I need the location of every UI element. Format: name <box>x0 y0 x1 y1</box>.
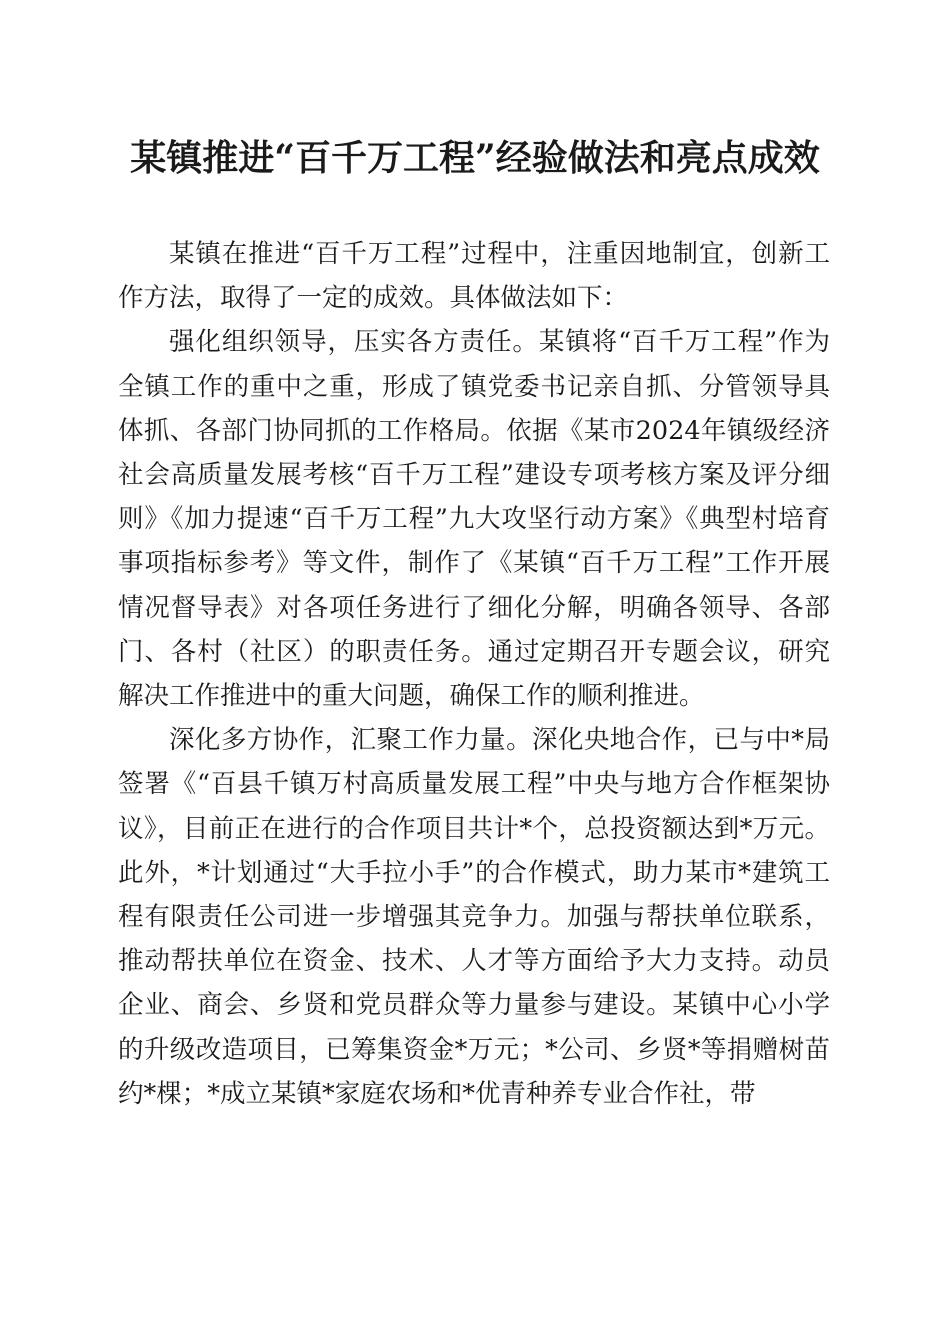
paragraph-multi-party-cooperation: 深化多方协作，汇聚工作力量。深化央地合作，已与中*局签署《“百县千镇万村高质量发展工程”中央与地方合作框架协议》，目前正在进行的合作项目共计*个，总投资额达到*万元。此外，*计划通过“大手拉小手”的合作模式，助力某市*建筑工程有限责任公司进一步增强其竞争力。加强与帮扶单位联系，推动帮扶单位在资金、技术、人才等方面给予大力支持。动员企业、商会、乡贤和党员群众等力量参与建设。某镇中心小学的升级改造项目，已筹集资金*万元；*公司、乡贤*等捐赠树苗约*棵；*成立某镇*家庭农场和*优青种养专业合作社，带 <box>118 725 830 1109</box>
document-title: 某镇推进“百千万工程”经验做法和亮点成效 <box>130 137 820 179</box>
paragraph-intro: 某镇在推进“百千万工程”过程中，注重因地制宜，创新工作方法，取得了一定的成效。具体做法如下： <box>118 239 830 314</box>
document-body <box>118 232 830 1116</box>
paragraph-organization-leadership: 强化组织领导，压实各方责任。某镇将“百千万工程”作为全镇工作的重中之重，形成了镇党委书记亲自抓、分管领导具体抓、各部门协同抓的工作格局。依据《某市2024年镇级经济社会高质量发展考核“百千万工程”建设专项考核方案及评分细则》《加力提速“百千万工程”九大攻坚行动方案》《典型村培育事项指标参考》等文件，制作了《某镇“百千万工程”工作开展情况督导表》对各项任务进行了细化分解，明确各领导、各部门、各村（社区）的职责任务。通过定期召开专题会议，研究解决工作推进中的重大问题，确保工作的顺利推进。 <box>118 327 830 712</box>
